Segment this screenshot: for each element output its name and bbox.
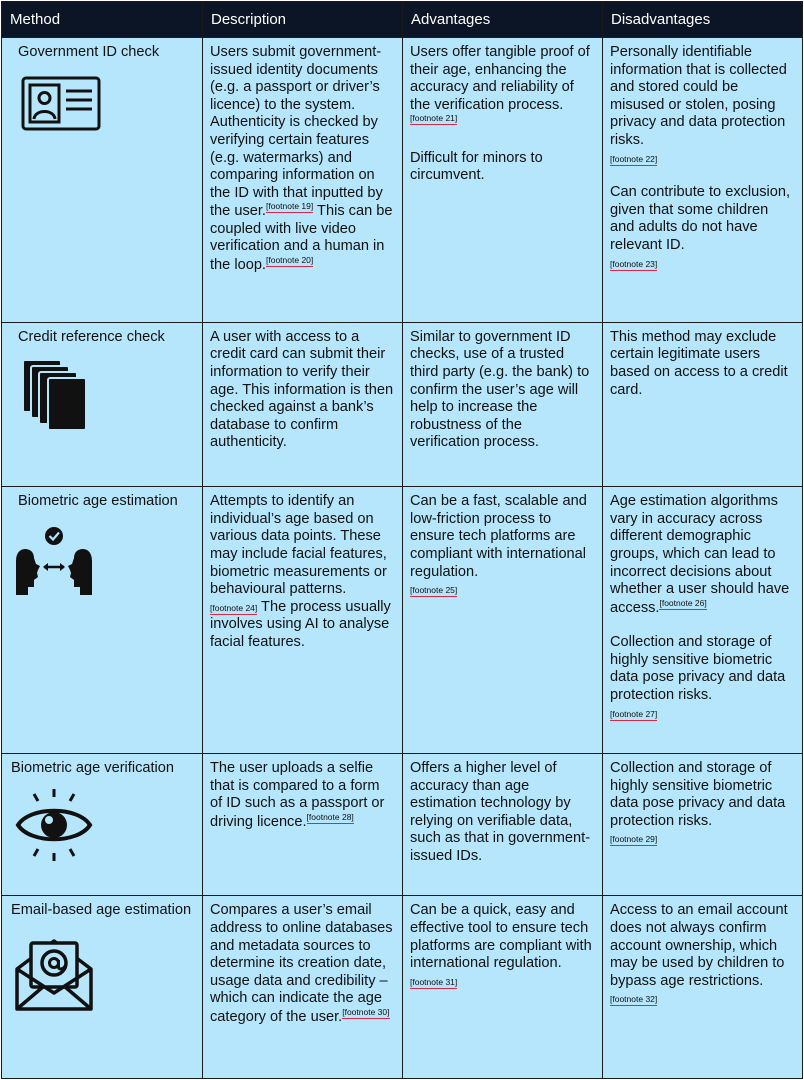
description-text: Attempts to identify an individual’s age based on various data points. These may include facial features, biometric measurements or behavioural patterns. bbox=[210, 493, 387, 598]
header-description: Description bbox=[203, 2, 403, 38]
advantages-cell bbox=[403, 896, 603, 1079]
description-text: A user with access to a credit card can submit their information to verify their age. This information is then checked against a bank’s database to confirm authenticity. bbox=[210, 328, 394, 451]
advantages-cell bbox=[403, 322, 603, 486]
footnote-link[interactable]: [footnote 20] bbox=[266, 254, 314, 265]
id-card-icon bbox=[21, 76, 195, 132]
disadvantages-text: Personally identifiable information that is collected and stored could be misused or stolen, posing privacy and data protection risks. bbox=[610, 44, 787, 148]
method-cell bbox=[2, 896, 203, 1079]
eye-icon bbox=[14, 788, 195, 862]
email-icon bbox=[14, 933, 195, 1013]
footnote-link[interactable]: [footnote 23] bbox=[610, 258, 658, 269]
age-verification-methods-table bbox=[1, 1, 803, 1079]
description-cell bbox=[203, 754, 403, 896]
footnote-link[interactable]: [footnote 31] bbox=[410, 976, 458, 987]
footnote-link[interactable]: [footnote 22] bbox=[610, 153, 658, 164]
disadvantages-cell bbox=[603, 322, 803, 486]
description-text: The process usually involves using AI to analyse facial features. bbox=[210, 598, 391, 651]
advantages-text: Similar to government ID checks, use of a trusted third party (e.g. the bank) to confirm the user’s age will help to increase the robustness of the verification process. bbox=[410, 328, 590, 451]
footnote-link[interactable]: [footnote 29] bbox=[610, 834, 658, 845]
disadvantages-cell bbox=[603, 487, 803, 754]
disadvantages-text: Can contribute to exclusion, given that some children and adults do not have relevant ID. bbox=[610, 184, 791, 253]
disadvantages-text: This method may exclude certain legitimate users based on access to a credit card. bbox=[610, 328, 788, 398]
table-row bbox=[2, 896, 803, 1079]
advantages-text: Offers a higher level of accuracy than age estimation technology by relying on verifiable data, such as that in government-issued IDs. bbox=[410, 760, 591, 865]
method-cell bbox=[2, 487, 203, 754]
method-name: Biometric age estimation bbox=[18, 493, 178, 510]
disadvantages-text: Collection and storage of highly sensitive biometric data pose privacy and data protection risks. bbox=[610, 760, 786, 829]
description-text: This can be coupled with live video verification and a human in the loop. bbox=[210, 203, 393, 273]
advantages-cell bbox=[403, 487, 603, 754]
table-row bbox=[2, 754, 803, 896]
footnote-link[interactable]: [footnote 32] bbox=[610, 994, 658, 1005]
advantages-text: Can be a quick, easy and effective tool to ensure tech platforms are compliant with international regulation. bbox=[410, 902, 592, 972]
advantages-text: Difficult for minors to circumvent. bbox=[410, 149, 543, 184]
header-row bbox=[2, 2, 803, 38]
description-cell bbox=[203, 896, 403, 1079]
method-name: Government ID check bbox=[18, 44, 160, 60]
description-text: Compares a user’s email address to online databases and metadata sources to determine its creation date, usage data and credibility – which can indicate the age category of the user. bbox=[210, 902, 393, 1025]
disadvantages-cell bbox=[603, 38, 803, 323]
face-match-icon bbox=[14, 525, 195, 597]
advantages-cell bbox=[403, 754, 603, 896]
description-text: Users submit government-issued identity documents (e.g. a passport or driver’s licence) to the system. Authenticity is checked by verifying certain features (e.g. watermarks) and comparing information on the ID with that inputted by the user. bbox=[210, 44, 383, 220]
footnote-link[interactable]: [footnote 19] bbox=[265, 201, 314, 212]
disadvantages-text: Access to an email account does not always confirm account ownership, which may be used by children to bypass age restrictions. bbox=[610, 902, 788, 989]
table-row bbox=[2, 322, 803, 486]
footnote-link[interactable]: [footnote 27] bbox=[610, 708, 658, 719]
footnote-link[interactable]: [footnote 21] bbox=[410, 113, 458, 124]
method-name: Biometric age verification bbox=[11, 760, 175, 777]
credit-cards-icon bbox=[21, 359, 195, 431]
method-name: Email-based age estimation bbox=[11, 902, 192, 919]
method-cell bbox=[2, 754, 203, 896]
advantages-cell bbox=[403, 38, 603, 323]
method-name: Credit reference check bbox=[18, 328, 165, 345]
table-row bbox=[2, 38, 803, 323]
disadvantages-cell bbox=[603, 896, 803, 1079]
advantages-text: Users offer tangible proof of their age, enhancing the accuracy and reliability of the verification process. bbox=[410, 44, 590, 113]
footnote-link[interactable]: [footnote 26] bbox=[659, 597, 707, 608]
method-cell bbox=[2, 38, 203, 323]
description-cell bbox=[203, 487, 403, 754]
footnote-link[interactable]: [footnote 30] bbox=[342, 1007, 390, 1018]
disadvantages-cell bbox=[603, 754, 803, 896]
footnote-link[interactable]: [footnote 25] bbox=[410, 585, 458, 596]
description-cell bbox=[203, 322, 403, 486]
description-text: The user uploads a selfie that is compared to a form of ID such as a passport or driving licence. bbox=[210, 760, 385, 830]
advantages-text: Can be a fast, scalable and low-friction process to ensure tech platforms are compliant with international regulation. bbox=[410, 493, 587, 580]
footnote-link[interactable]: [footnote 24] bbox=[210, 602, 258, 613]
method-cell bbox=[2, 322, 203, 486]
header-advantages: Advantages bbox=[403, 2, 603, 38]
header-disadvantages: Disadvantages bbox=[603, 2, 803, 38]
disadvantages-text: Collection and storage of highly sensitive biometric data pose privacy and data protection risks. bbox=[610, 634, 786, 704]
table-row bbox=[2, 487, 803, 754]
description-cell bbox=[203, 38, 403, 323]
disadvantages-text: Age estimation algorithms vary in accuracy across different demographic groups, which can lead to incorrect decisions about whether a user should have access. bbox=[610, 493, 790, 616]
footnote-link[interactable]: [footnote 28] bbox=[306, 811, 354, 822]
header-method: Method bbox=[2, 2, 203, 38]
